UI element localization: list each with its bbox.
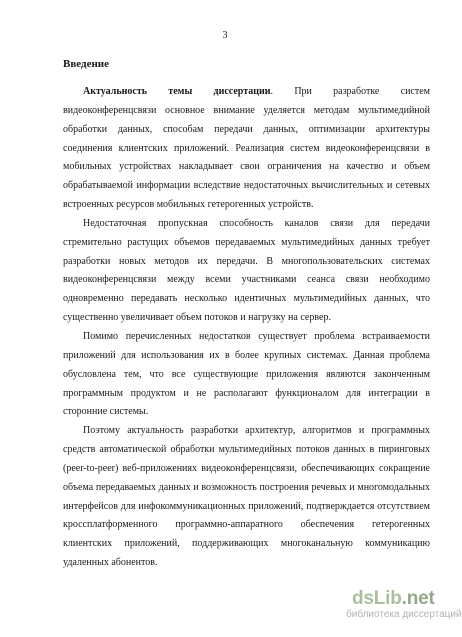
watermark-subtitle: библиотека диссертаций — [346, 609, 462, 620]
paragraph-2: Недостаточная пропускная способность каналов связи для передачи стремительно растущих объемов передаваемых мультимедийных данных требует разработки новых методов их передачи. В многопользовательских системах видеоконференцсвязи между всеми участниками сеанса связи необходимо одновременно передавать несколько идентичных мультимедийных данных, что существенно увеличивает объем потоков и нагрузку на сервер. — [63, 217, 430, 324]
watermark-logo — [352, 589, 444, 609]
paragraph-1-text: . При разработке систем видеоконференцсвязи основное внимание уделяется методам мультимедийной обработки данных, способам передачи данных, оптимизации архитектуры соединения клиентских приложений. Реализация систем видеоконференцсвязи в мобильных устройствах накладывает свои ограничения на качество и объем обрабатываемой информации вследствие недостаточных вычислительных и сетевых встроенных ресурсов мобильных гетерогенных устройств. — [63, 86, 431, 211]
section-title: Введение — [63, 58, 110, 70]
paragraph-3: Помимо перечисленных недостатков существует проблема встраиваемости приложений для использования их в более крупных системах. Данная проблема обусловлена тем, что все существующие приложения являются законченным программным продуктом и не располагают функционалом для интеграции в сторонние системы. — [63, 330, 430, 418]
page-number: 3 — [222, 30, 228, 41]
paragraph-1 — [63, 83, 430, 215]
paragraph-1-lead: Актуальность темы диссертации — [83, 86, 271, 97]
watermark-logo-suffix: .net — [401, 588, 435, 609]
paragraph-4: Поэтому актуальность разработки архитектур, алгоритмов и программных средств автоматической обработки мультимедийных потоков данных в пиринговых (peer-to-peer) веб-приложениях видеоконференцсвязи, обеспечивающих сокращение объема передаваемых данных и возможность построения речевых и многомодальных интерфейсов для инфокоммуникационных приложений, подтверждается отсутствием кроссплатформенного программно-аппаратного обеспечения гетерогенных клиентских приложений, поддерживающих многоканальную коммуникацию удаленных абонентов. — [63, 425, 430, 569]
watermark-logo-main: dsLib — [352, 588, 402, 609]
document-body — [63, 83, 430, 573]
watermark — [346, 588, 462, 629]
